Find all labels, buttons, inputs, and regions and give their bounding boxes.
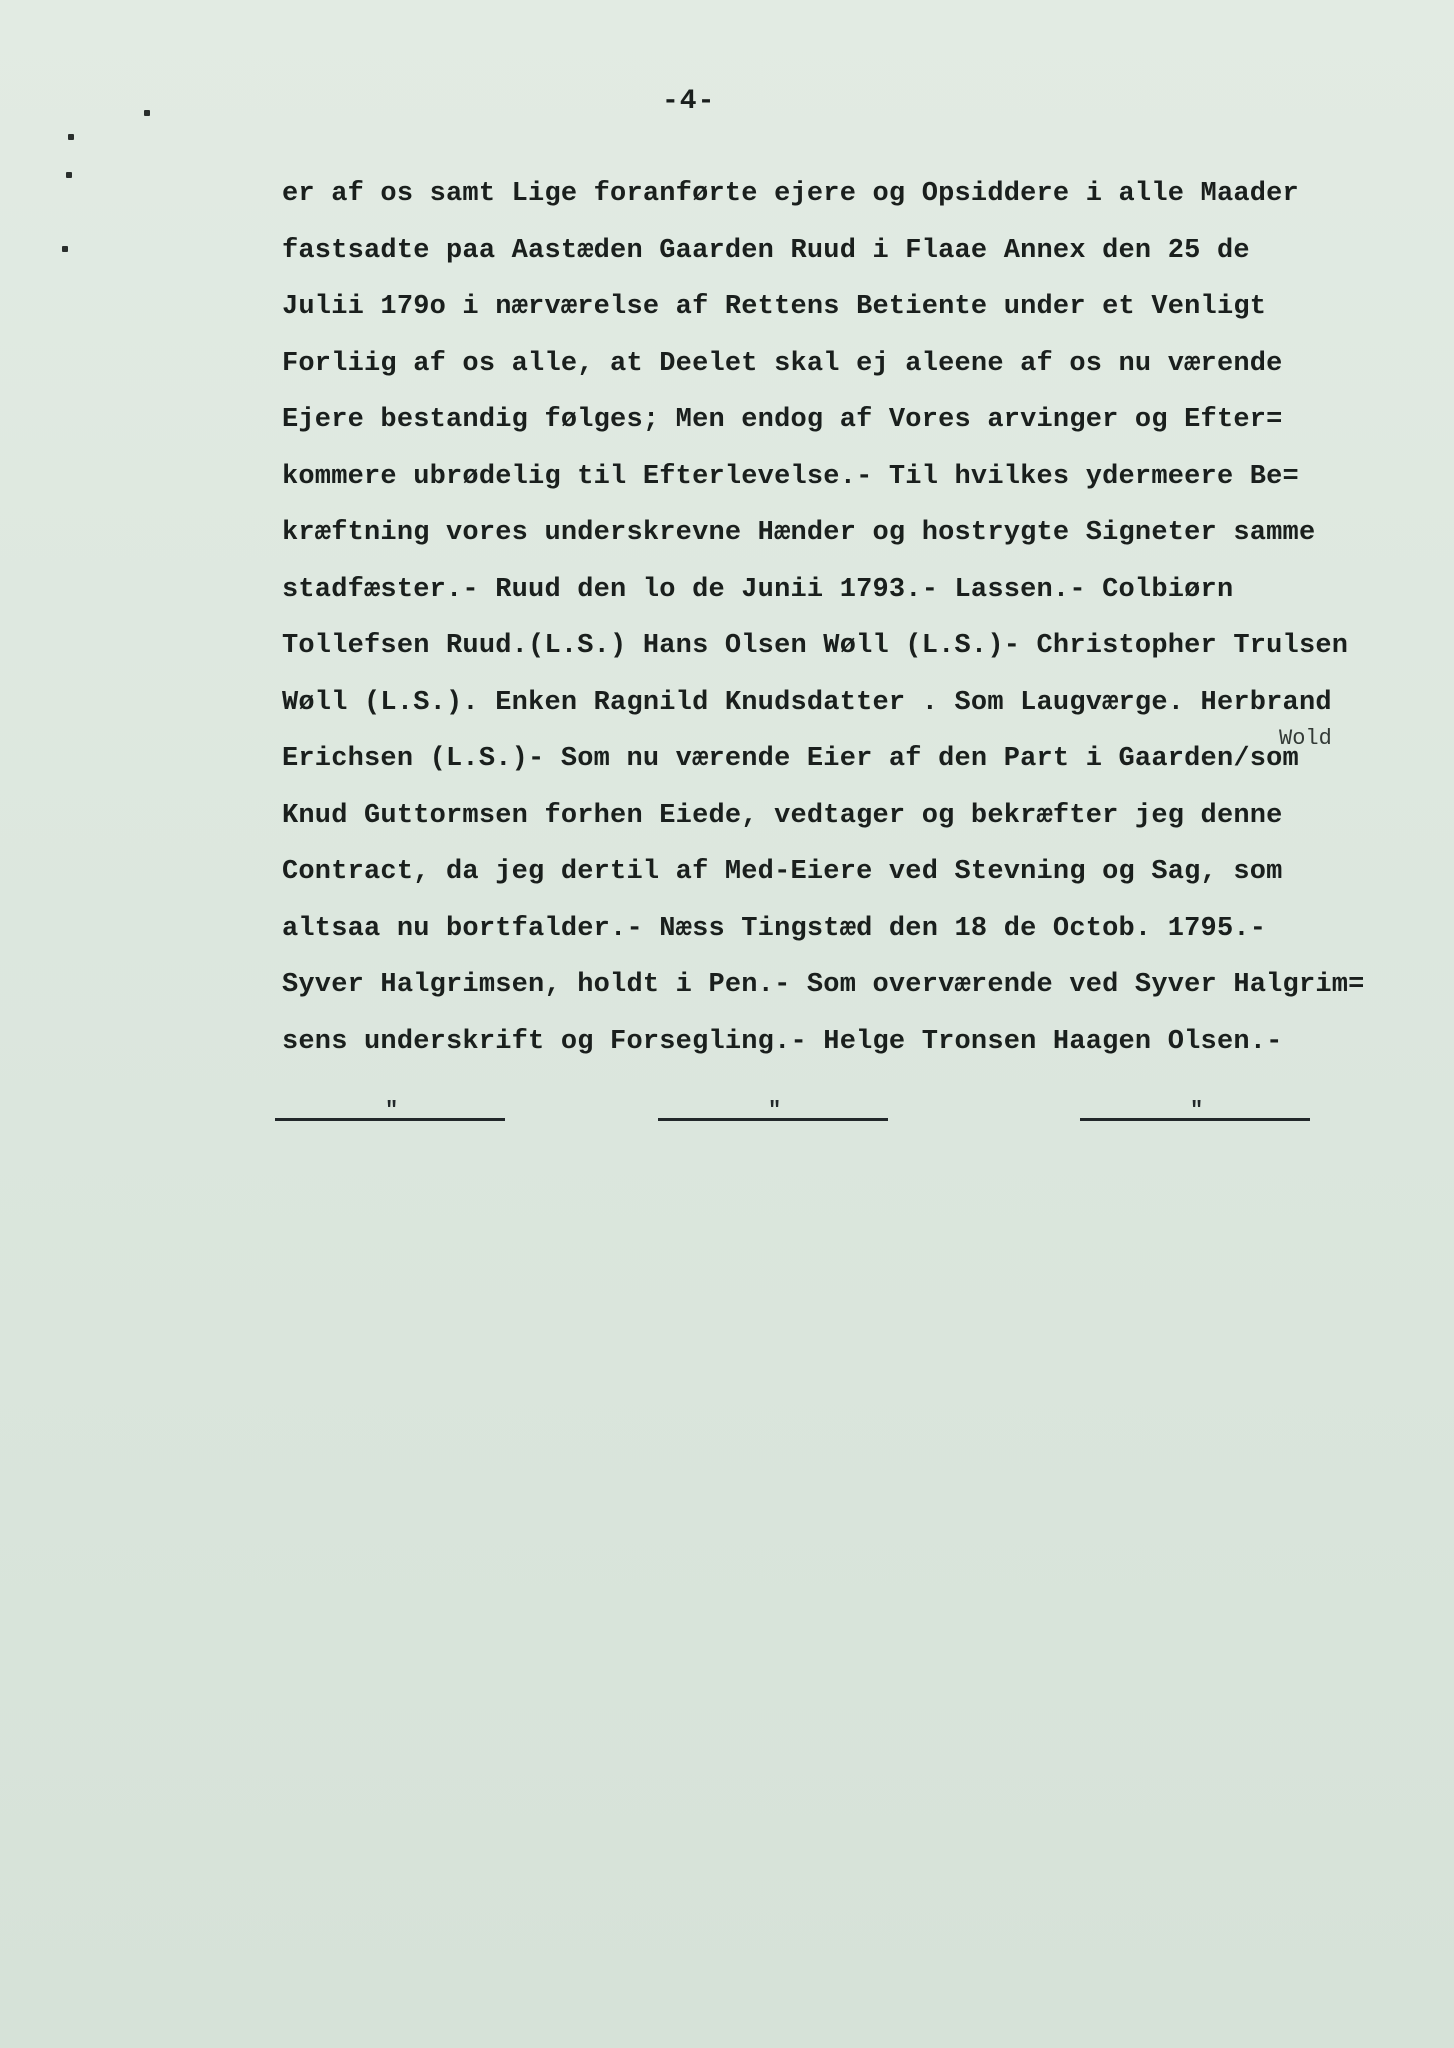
ditto-mark: "	[768, 1098, 782, 1123]
text-line: er af os samt Lige foranførte ejere og Opsiddere i alle Maader	[282, 179, 1299, 209]
margin-mark	[66, 172, 72, 178]
text-line: Forliig af os alle, at Deelet skal ej aleene af os nu værende	[282, 348, 1283, 379]
margin-mark	[144, 110, 150, 116]
text-line: Ejere bestandig følges; Men endog af Vores arvinger og Efter=	[282, 405, 1283, 435]
text-line: fastsadte paa Aastæden Gaarden Ruud i Flaae Annex den 25 de	[282, 235, 1250, 266]
text-line: kommere ubrødelig til Efterlevelse.- Til hvilkes ydermeere Be=	[282, 461, 1299, 492]
text-line: Contract, da jeg dertil af Med-Eiere ved Stevning og Sag, som	[282, 857, 1283, 887]
document-text	[282, 166, 1392, 1070]
text-line: Erichsen (L.S.)- Som nu værende Eier af den Part i Gaarden/som	[282, 744, 1299, 774]
text-line: Julii 179o i nærværelse af Rettens Betiente under et Venligt	[282, 292, 1267, 322]
text-line: stadfæster.- Ruud den lo de Junii 1793.- Lassen.- Colbiørn	[282, 574, 1234, 605]
text-line: Tollefsen Ruud.(L.S.) Hans Olsen Wøll (L.S.)- Christopher Trulsen	[282, 631, 1349, 661]
text-line: Knud Guttormsen forhen Eiede, vedtager og bekræfter jeg denne	[282, 800, 1283, 831]
text-line: altsaa nu bortfalder.- Næss Tingstæd den 18 de Octob. 1795.-	[282, 913, 1267, 944]
margin-mark	[62, 246, 68, 252]
interlinear-annotation: Wold	[1279, 726, 1332, 751]
text-line: kræftning vores underskrevne Hænder og hostrygte Signeter samme	[282, 518, 1316, 548]
text-line: sens underskrift og Forsegling.- Helge Tronsen Haagen Olsen.-	[282, 1026, 1283, 1057]
text-line: Wøll (L.S.). Enken Ragnild Knudsdatter . Som Laugværge. Herbrand	[282, 687, 1332, 718]
page-number: -4-	[662, 86, 716, 117]
margin-mark	[68, 134, 74, 140]
text-line: Syver Halgrimsen, holdt i Pen.- Som overværende ved Syver Halgrim=	[282, 970, 1365, 1000]
ditto-mark: "	[385, 1098, 399, 1123]
ditto-mark: "	[1190, 1098, 1204, 1123]
